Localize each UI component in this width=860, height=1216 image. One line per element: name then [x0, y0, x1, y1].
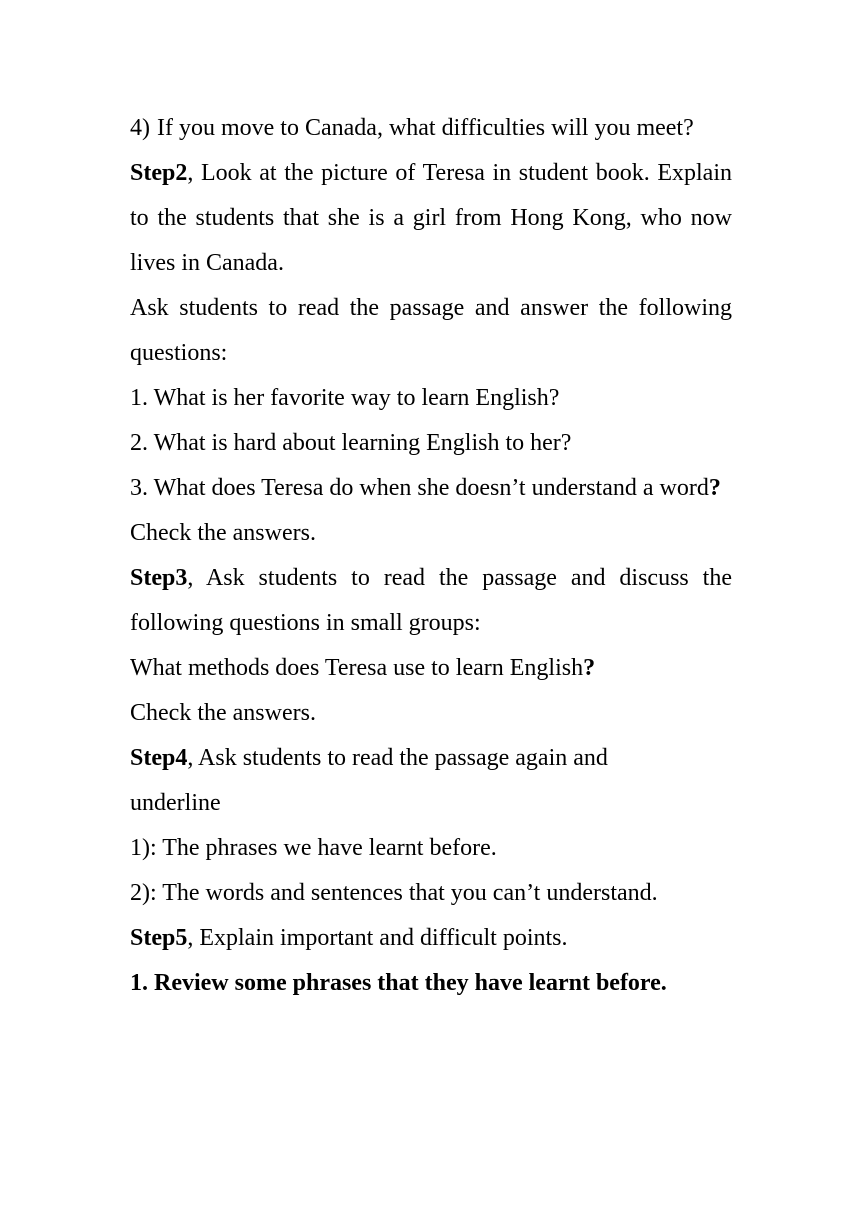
methods-question — [130, 646, 732, 691]
step5-label: Step5 — [130, 925, 188, 951]
step4-text-line1: , Ask students to read the passage again and — [187, 745, 608, 771]
step3-text: , Ask students to read the passage and discuss the following questions in small groups: — [130, 565, 732, 636]
document-page — [130, 106, 732, 1006]
review-heading — [130, 961, 732, 1006]
underline-item-1: 1): The phrases we have learnt before. — [130, 835, 497, 861]
step4-text-line2: underline — [130, 790, 221, 816]
underline-item-2: 2): The words and sentences that you can’t understand. — [130, 880, 658, 906]
step2-text: , Look at the picture of Teresa in student book. Explain to the students that she is a girl from Hong Kong, who now lives in Canada. — [130, 160, 732, 276]
step4-label: Step4 — [130, 745, 188, 771]
step5-paragraph — [130, 916, 732, 961]
step2-label: Step2 — [130, 160, 188, 186]
question-3 — [130, 466, 732, 511]
step2-paragraph — [130, 151, 732, 286]
ask-answer-paragraph: Ask students to read the passage and answer the following questions: — [130, 295, 732, 366]
question-3-mark: ? — [708, 475, 721, 501]
question-2: 2. What is hard about learning English to her? — [130, 430, 572, 456]
step3-paragraph — [130, 556, 732, 646]
question-3-text: 3. What does Teresa do when she doesn’t understand a word — [130, 475, 709, 501]
question-4-text: If you move to Canada, what difficulties will you meet? — [157, 115, 694, 141]
question-4-number: 4) — [130, 115, 150, 141]
question-1: 1. What is her favorite way to learn English? — [130, 385, 560, 411]
question-4 — [130, 106, 732, 151]
check-answers-2: Check the answers. — [130, 700, 316, 726]
methods-question-text: What methods does Teresa use to learn English — [130, 655, 584, 681]
step4-paragraph — [130, 736, 732, 826]
review-heading-text: 1. Review some phrases that they have learnt before. — [130, 970, 667, 996]
methods-question-mark: ? — [583, 655, 596, 681]
step5-text: , Explain important and difficult points. — [187, 925, 568, 951]
step3-label: Step3 — [130, 565, 188, 591]
check-answers-1: Check the answers. — [130, 520, 316, 546]
